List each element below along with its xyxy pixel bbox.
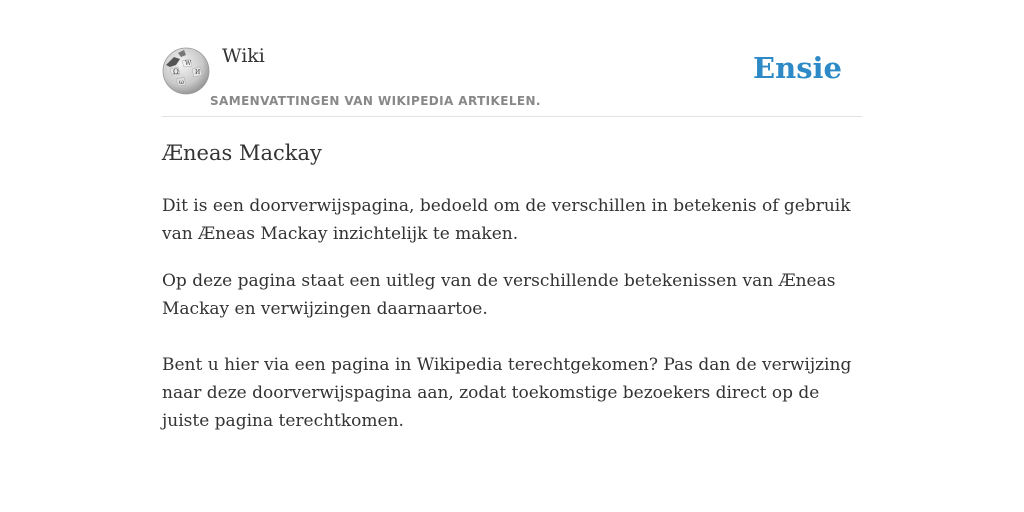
svg-text:Ω: Ω [173,68,179,76]
article-paragraph: Bent u hier via een pagina in Wikipedia terechtgekomen? Pas dan de verwijzing naar deze doorverwijspagina aan, zodat toekomstige bezoekers direct op de juiste pagina terechtkomen. [162,355,852,431]
svg-text:W: W [185,60,192,67]
site-name-link[interactable]: Wiki [222,45,265,67]
brand-logo-link[interactable]: Ensie [753,51,842,85]
site-header [162,0,862,117]
wikipedia-globe-icon[interactable] [162,47,210,95]
article-paragraph: Op deze pagina staat een uitleg van de verschillende betekenissen van Æneas Mackay en verwijzingen daarnaartoe. [162,271,836,319]
site-tagline: SAMENVATTINGEN VAN WIKIPEDIA ARTIKELEN. [210,94,541,108]
svg-text:ω: ω [179,79,184,86]
article-paragraph: Dit is een doorverwijspagina, bedoeld om de verschillen in betekenis of gebruik van Æneas Mackay inzichtelijk te maken. [162,196,851,244]
page-title: Æneas Mackay [162,141,322,165]
content-wrapper [162,0,862,431]
svg-text:И: И [195,69,201,76]
